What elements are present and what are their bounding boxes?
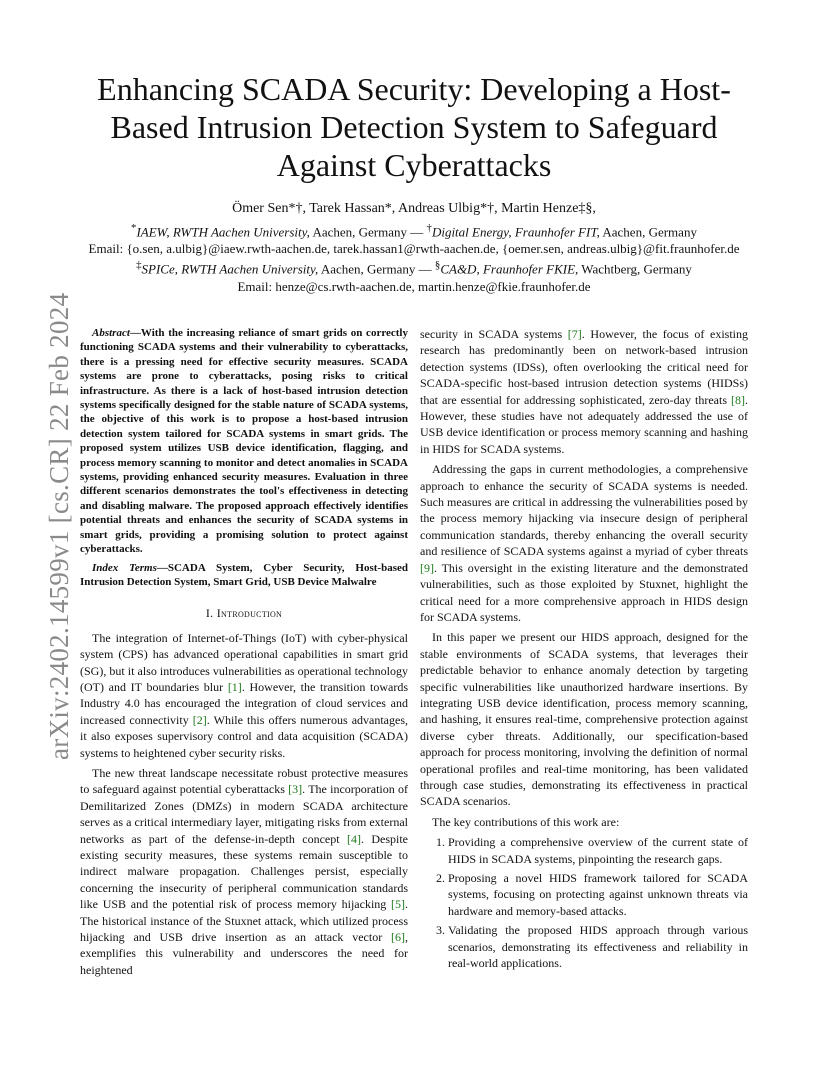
affil-location: Aachen, Germany —	[309, 224, 427, 240]
list-item: 2. Proposing a novel HIDS framework tailored for SCADA systems, focusing on protecting against unknown threats via hardware and memory-based attacks.	[448, 870, 748, 919]
citation-link[interactable]: [4]	[346, 831, 361, 846]
author-names: Ömer Sen*†, Tarek Hassan*, Andreas Ulbig*†, Martin Henze‡§,	[232, 201, 596, 216]
arxiv-sidebar	[8, 0, 74, 1072]
email-line-1: Email: {o.sen, a.ulbig}@iaew.rwth-aachen.de, tarek.hassan1@rwth-aachen.de, {oemer.sen, andreas.ulbig}@fit.fraunhofer.de	[88, 241, 740, 257]
affil-location: Aachen, Germany —	[318, 261, 435, 277]
email-line-2: Email: henze@cs.rwth-aachen.de, martin.henze@fkie.fraunhofer.de	[237, 278, 591, 294]
arxiv-identifier: arXiv:2402.14599v1 [cs.CR] 22 Feb 2024	[44, 292, 74, 760]
citation-link[interactable]: [7]	[567, 327, 582, 341]
paragraph: The new threat landscape necessitate robust protective measures to safeguard against potential cyberattacks [3]. The incorporation of Demilitarized Zones (DMZs) in modern SCADA architecture serves as a critical intermediary layer, mitigating risks from external networks as part of the defense-in-depth concept [4]. Despite existing security measures, these systems remain susceptible to indirect malware propagation. Challenges persist, especially concerning the insecurity of peripheral communication standards like USB and the potential risk of process memory hijacking [5]. The historical instance of the Stuxnet attack, which utilized process hijacking and USB drive insertion as an attack vector [6], exemplifies this vulnerability and underscores the need for heightened	[80, 765, 408, 977]
paragraph: security in SCADA systems [7]. However, the focus of existing research has predominantly been on network-based intrusion detection systems (IDSs), often overlooking the critical need for SCADA-specific host-based intrusion detection systems (HIDSs) that are essential for addressing sophisticated, zero-day threats [8]. However, these studies have not adequately addressed the use of USB device identification or process memory scanning and hashing in HIDS for SCADA systems.	[420, 327, 748, 456]
index-terms	[80, 561, 408, 590]
list-item: 3. Validating the proposed HIDS approach through various scenarios, demonstrating its effectiveness and reliability in real-world applications.	[448, 922, 748, 971]
affil-mark: §	[434, 259, 441, 272]
affil-institution: Digital Energy, Fraunhofer FIT,	[431, 224, 600, 240]
citation-link[interactable]: [5]	[391, 897, 405, 912]
paragraph: The key contributions of this work are:	[432, 814, 620, 829]
affil-mark: †	[426, 222, 432, 234]
right-column	[420, 326, 748, 974]
affil-location: Wachtberg, Germany	[578, 261, 692, 277]
index-terms-label: Index Terms	[92, 561, 157, 574]
index-terms-text: —SCADA System, Cyber Security, Host-based Intrusion Detection System, Smart Grid, USB Device Malwalre	[80, 561, 408, 588]
paper-title: Enhancing SCADA Security: Developing a Host-Based Intrusion Detection System to Safeguard Against Cyberattacks	[97, 71, 731, 183]
paragraph: Addressing the gaps in current methodologies, a comprehensive approach to enhance the security of SCADA systems is needed. Such measures are critical in addressing the vulnerabilities posed by the process memory hijacking via insecure design of peripheral communication standards, thereby enhancing the overall security and resilience of SCADA systems against a myriad of cyber threats [9]. This oversight in the existing literature and the demonstrated vulnerabilities, such as those exploited by Stuxnet, highlight the critical need for a more comprehensive approach in HIDS design for SCADA systems.	[420, 462, 748, 624]
affil-institution: SPICe, RWTH Aachen University,	[141, 261, 319, 277]
citation-link[interactable]: [6]	[391, 930, 405, 945]
paragraph: In this paper we present our HIDS approach, designed for the stable environments of SCADA systems, that leverages their predictable behavior to enhance anomaly detection by targeting specific vulnerabilities like unauthorized hardware insertions. By integrating USB device identification, process memory scanning, and hashing, it ensures real-time, comprehensive protection against diverse cyber threats. Additionally, our specification-based approach for process monitoring, involving the definition of normal operational profiles and real-time monitoring, has been validated through case studies, demonstrating its effectiveness in practical SCADA scenarios.	[420, 630, 748, 809]
citation-link[interactable]: [3]	[288, 782, 303, 797]
contribution-list	[420, 834, 748, 971]
citation-link[interactable]: [2]	[192, 712, 207, 727]
abstract-text: —With the increasing reliance of smart grids on correctly functioning SCADA systems and their vulnerability to cyberattacks, there is a pressing need for effective security measures. SCADA systems are prone to cyberattacks, posing risks to critical infrastructure. As there is a lack of host-based intrusion detection systems specifically designed for the stable nature of SCADA systems, the objective of this work is to propose a host-based intrusion detection system tailored for SCADA systems in smart grids. The proposed system utilizes USB device identification, flagging, and process memory scanning to monitor and detect anomalies in SCADA systems, providing enhanced security measures. Evaluation in three different scenarios demonstrates the tool's effectiveness in detecting and disabling malware. The proposed approach effectively identifies potential threats and enhances the security of SCADA systems in smart grids, providing a promising solution to protect against cyberattacks.	[80, 327, 408, 556]
section-heading-introduction: I. Introduction	[205, 606, 283, 621]
affil-location: Aachen, Germany	[599, 224, 697, 240]
abstract-label: Abstract	[92, 327, 130, 339]
left-column	[80, 326, 408, 982]
affil-institution: IAEW, RWTH Aachen University,	[136, 224, 310, 240]
abstract	[80, 326, 408, 557]
citation-link[interactable]: [9]	[420, 560, 434, 575]
list-item: 1. Providing a comprehensive overview of the current state of HIDS in SCADA systems, pinpointing the research gaps.	[448, 834, 748, 867]
citation-link[interactable]: [1]	[227, 679, 242, 694]
affiliation-line-2	[70, 257, 758, 277]
affiliation-line-1	[70, 220, 758, 240]
affil-mark: ‡	[136, 259, 142, 272]
affil-mark: *	[131, 222, 137, 234]
citation-link[interactable]: [8]	[731, 392, 745, 407]
affil-institution: CA&D, Fraunhofer FKIE,	[440, 261, 579, 277]
author-block	[70, 200, 758, 295]
paragraph: The integration of Internet-of-Things (IoT) with cyber-physical system (CPS) has advanced operational capabilities in smart grid (SG), but it also introduces vulnerabilities as operational technology (OT) and IT boundaries blur [1]. However, the transition towards Industry 4.0 has encouraged the integration of cloud services and increased connectivity [2]. While this offers numerous advantages, it also exposes supervisory control and data acquisition (SCADA) systems to heightened cyber security risks.	[80, 630, 409, 760]
